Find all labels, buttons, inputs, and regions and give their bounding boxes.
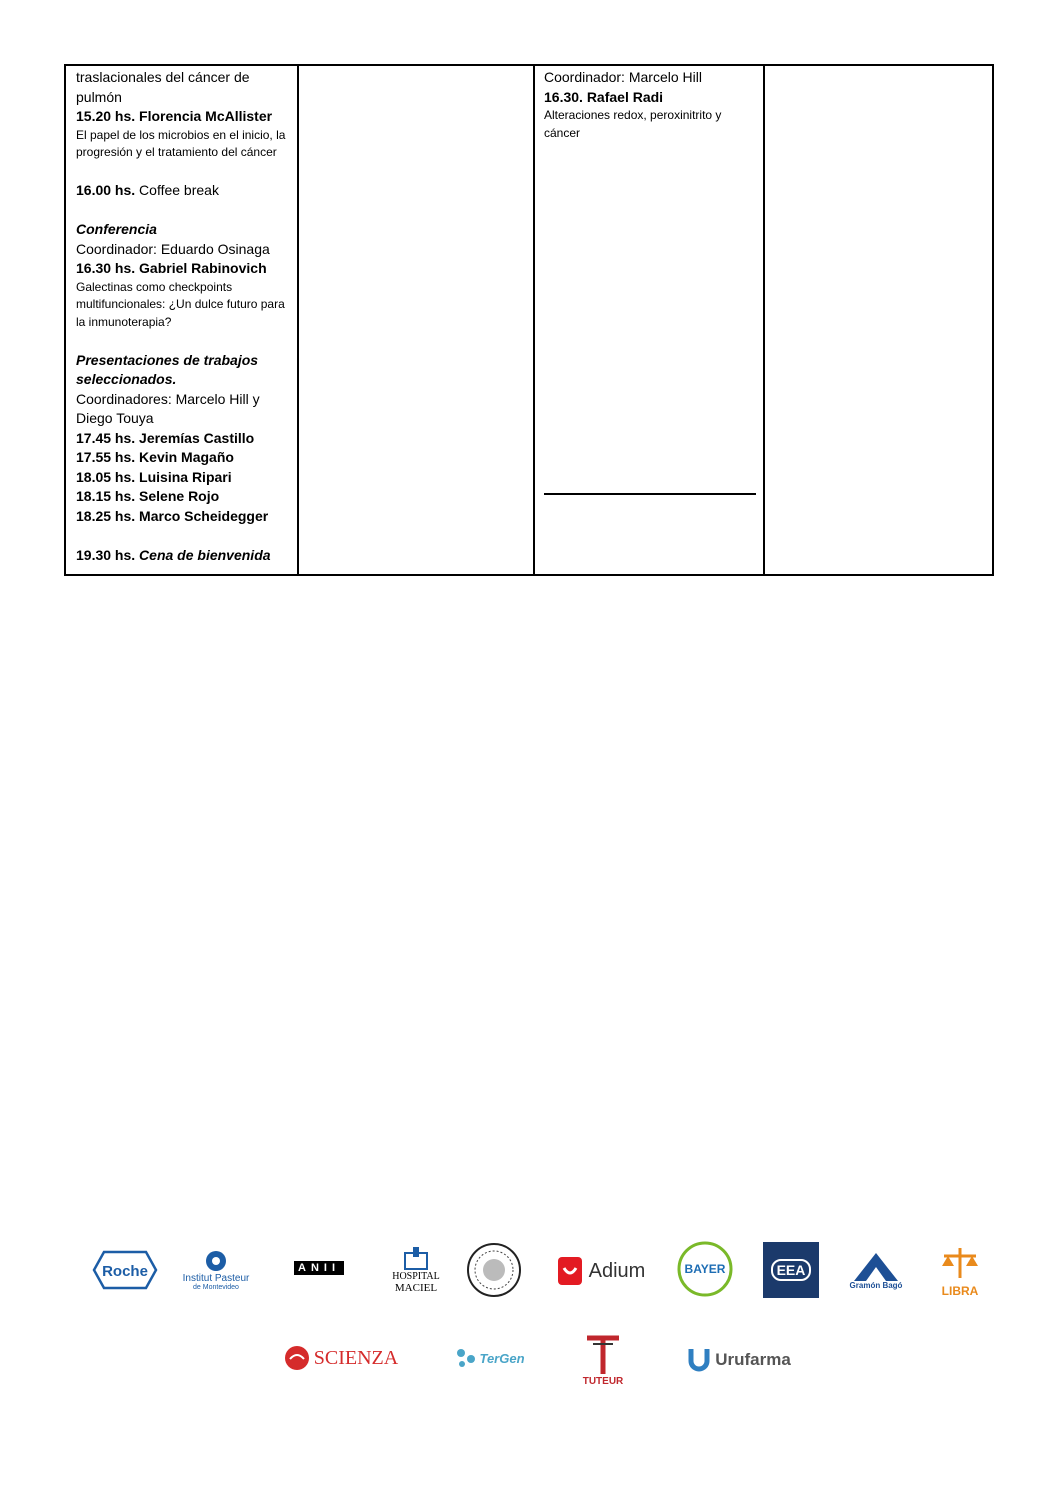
talk-item: 18.25 hs. Marco Scheidegger [76, 507, 269, 524]
talk-item: 18.15 hs. Selene Rojo [76, 488, 220, 504]
presentations-heading: Presentaciones de trabajos seleccionados. [76, 351, 259, 387]
svg-text:Roche: Roche [102, 1263, 148, 1280]
bayer-logo [676, 1240, 734, 1298]
conference-heading: Conferencia [76, 221, 157, 237]
conference-coordinator: Coordinador: Eduardo Osinaga [76, 240, 270, 257]
talk-rabinovich-title: Galectinas como checkpoints multifuncionales: ¿Un dulce futuro para la inmunoterapia? [76, 279, 285, 329]
talk-item: 18.05 hs. Luisina Ripari [76, 468, 232, 485]
schedule-column-4 [765, 66, 992, 574]
eea-logo: EEA [763, 1242, 819, 1298]
libra-logo: LIBRA [934, 1240, 986, 1302]
talk-mcallister-title: El papel de los microbios en el inicio, la progresión y el tratamiento del cáncer [76, 127, 286, 159]
talk-radi: 16.30. Rafael Radi [544, 88, 664, 105]
gramon-bago-logo: Gramón Bagó [846, 1248, 906, 1294]
talk-radi-title: Alteraciones redox, peroxinitrito y cáncer [544, 108, 722, 140]
adium-logo: Adium [548, 1254, 654, 1288]
talk-item: 17.45 hs. Jeremías Castillo [76, 429, 255, 446]
schedule-column-2 [299, 66, 535, 574]
session-coordinator: Coordinador: Marcelo Hill [544, 69, 702, 85]
talk-rabinovich: 16.30 hs. Gabriel Rabinovich [76, 260, 267, 276]
roche-logo [92, 1250, 158, 1290]
sponsor-logos [0, 1230, 1060, 1400]
scienza-logo: SCIENZA [276, 1342, 406, 1374]
session-intro-text: traslacionales del cáncer de pulmón [76, 69, 250, 105]
university-seal-logo [466, 1242, 522, 1298]
talk-item: 17.55 hs. Kevin Magaño [76, 449, 234, 465]
section-divider [544, 493, 756, 495]
schedule-column-3 [535, 66, 765, 574]
hospital-maciel-logo: HOSPITAL MACIEL [388, 1242, 444, 1298]
institut-pasteur-logo: Institut Pasteur de Montevideo [176, 1242, 256, 1298]
talk-mcallister: 15.20 hs. Florencia McAllister [76, 108, 273, 124]
anii-logo: ANII [282, 1258, 356, 1278]
tuteur-logo: TUTEUR [578, 1330, 628, 1390]
schedule-table [64, 64, 994, 576]
presentations-coordinators: Coordinadores: Marcelo Hill y Diego Touya [76, 390, 260, 426]
welcome-dinner: 19.30 hs. Cena de bienvenida [76, 546, 271, 563]
tergen-logo: TerGen [448, 1344, 532, 1372]
svg-text:BAYER: BAYER [684, 1262, 726, 1276]
coffee-break: 16.00 hs. Coffee break [76, 182, 219, 198]
urufarma-logo: Urufarma [682, 1344, 796, 1376]
schedule-column-1 [66, 66, 299, 574]
